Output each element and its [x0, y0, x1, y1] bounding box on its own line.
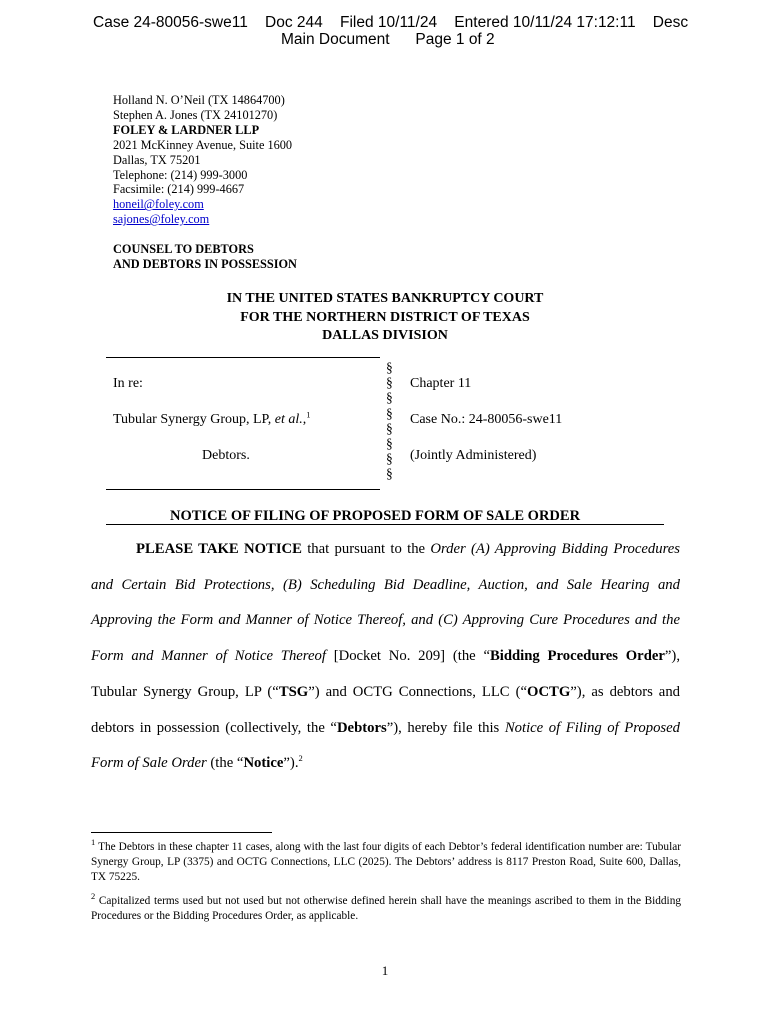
filing-header-line1: Case 24-80056-swe11 Doc 244 Filed 10/11/24 Entered 10/11/24 17:12:11 Desc [93, 14, 689, 31]
body-line [91, 746, 680, 782]
email-link[interactable]: honeil@foley.com [113, 197, 204, 212]
court-district: FOR THE NORTHERN DISTRICT OF TEXAS [240, 309, 530, 325]
body-paragraph [91, 532, 680, 782]
body-bold: TSG [278, 683, 309, 700]
section-mark: § [386, 436, 393, 452]
footnote-number: 2 [91, 891, 96, 902]
body-line [91, 568, 680, 604]
body-text: ”). [283, 755, 299, 772]
body-text: (the “ [206, 755, 244, 772]
footnote-ref: 2 [298, 753, 303, 764]
section-mark: § [386, 360, 393, 375]
section-mark: § [386, 375, 393, 391]
title-underline [106, 524, 664, 525]
body-text: ”), as debtors and [570, 683, 681, 700]
body-bold: Bidding Procedures Order [489, 648, 665, 665]
body-line [91, 603, 680, 639]
court-name: IN THE UNITED STATES BANKRUPTCY COURT [226, 291, 544, 306]
filing-header-line2: Main Document Page 1 of 2 [281, 31, 495, 48]
debtor-name-text: Tubular Synergy Group, LP, [113, 412, 275, 427]
body-italic: Notice of Filing of Proposed [504, 719, 680, 736]
footnote-1 [91, 837, 681, 885]
body-bold: PLEASE TAKE NOTICE [136, 541, 302, 557]
footnote-number: 1 [91, 837, 96, 848]
footnote-text: Capitalized terms used but not used but not otherwise defined herein shall have the meanings ascribed to them in the Bidding Procedures or the Bidding Procedures Order, as applicable. [91, 895, 681, 922]
body-bold: Debtors [336, 719, 387, 736]
body-text: ”) and OCTG Connections, LLC (“ [308, 683, 528, 700]
caption-bottom-rule [106, 489, 380, 490]
body-italic: and Certain Bid Protections, (B) Scheduling Bid Deadline, Auction, and Sale Hearing and [91, 576, 680, 593]
footnote-ref: 1 [306, 409, 311, 420]
section-mark: § [386, 451, 393, 467]
email-link[interactable]: sajones@foley.com [113, 212, 210, 227]
body-italic: Form and Manner of Notice Thereof [91, 648, 326, 665]
body-text: ”), [664, 648, 680, 665]
case-number: Case No.: 24-80056-swe11 [410, 412, 563, 427]
section-mark: § [386, 420, 393, 436]
footnote-text: The Debtors in these chapter 11 cases, along with the last four digits of each Debtor’s federal identification number are: Tubular Synergy Group, LP (3375) and OCTG Connections, LLC (2025). The Debtors’ address is 8117 Preston Road, Suite 600, Dallas, TX 75225. [91, 841, 681, 883]
debtors-label: Debtors. [202, 448, 250, 463]
page-number: 1 [381, 963, 389, 978]
body-bold: Notice [243, 755, 284, 772]
footnote-2 [91, 891, 681, 924]
body-bold: OCTG [527, 683, 571, 700]
body-line [91, 639, 680, 675]
section-mark: § [386, 405, 393, 421]
attorney-name: Stephen A. Jones (TX 24101270) [113, 107, 278, 122]
section-marks-column [386, 360, 393, 482]
counsel-role: COUNSEL TO DEBTORS [113, 242, 254, 257]
address-line: Dallas, TX 75201 [113, 152, 201, 167]
attorney-name: Holland N. O’Neil (TX 14864700) [113, 93, 285, 107]
court-heading [0, 290, 770, 346]
et-al: et al. [274, 412, 303, 427]
body-italic: Order (A) Approving Bidding Procedures [430, 541, 680, 557]
debtor-name [113, 409, 311, 428]
in-re-label: In re: [113, 376, 143, 391]
chapter-label: Chapter 11 [410, 376, 472, 391]
jointly-administered: (Jointly Administered) [410, 448, 537, 463]
document-title: NOTICE OF FILING OF PROPOSED FORM OF SALE ORDER [170, 508, 581, 524]
body-text: [Docket No. 209] (the “ [325, 648, 490, 665]
body-text: Tubular Synergy Group, LP (“ [91, 683, 279, 700]
footnote-separator [91, 832, 272, 833]
body-italic: Approving the Form and Manner of Notice Thereof, and (C) Approving Cure Procedures and the [91, 612, 680, 629]
telephone: Telephone: (214) 999-3000 [113, 167, 248, 182]
body-italic: Form of Sale Order [91, 755, 207, 772]
caption-top-rule [106, 357, 380, 358]
address-line: 2021 McKinney Avenue, Suite 1600 [113, 137, 293, 152]
section-mark: § [386, 466, 393, 482]
facsimile: Facsimile: (214) 999-4667 [113, 182, 245, 197]
body-text: ”), hereby file this [386, 719, 505, 736]
counsel-role: AND DEBTORS IN POSSESSION [113, 257, 297, 272]
counsel-block [113, 93, 297, 272]
law-firm-name: FOLEY & LARDNER LLP [113, 122, 260, 137]
body-text: debtors in possession (collectively, the “ [91, 719, 337, 736]
section-mark: § [386, 390, 393, 406]
body-text: that pursuant to the [301, 541, 431, 557]
body-line [91, 711, 680, 747]
body-line [91, 675, 680, 711]
body-line [91, 532, 680, 568]
et-al-comma: , [302, 412, 307, 427]
court-division: DALLAS DIVISION [322, 328, 448, 343]
